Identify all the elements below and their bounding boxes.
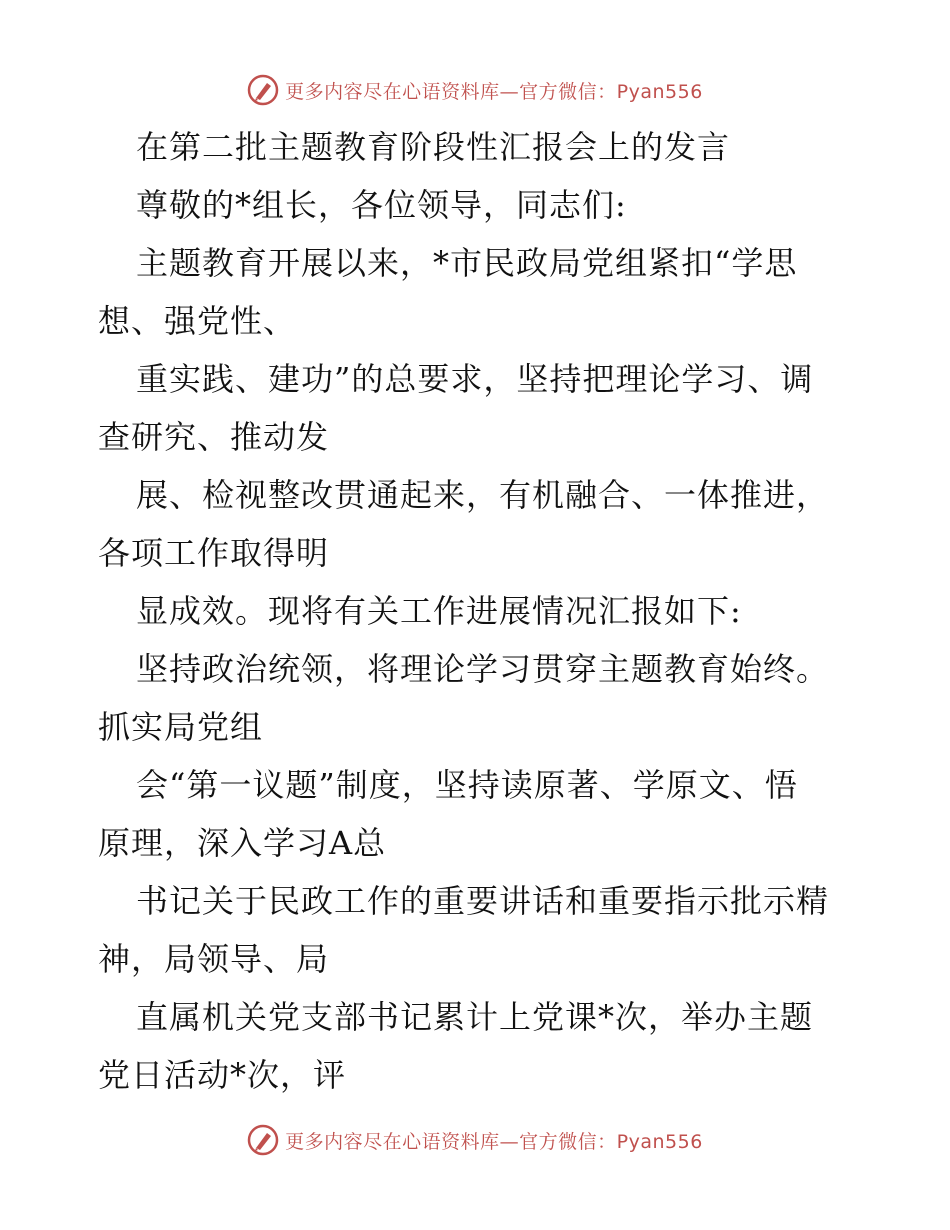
watermark-wechat-id: Pyan556 (616, 1130, 703, 1153)
text-line: 主题教育开展以来，*市民政局党组紧扣“学思 (136, 244, 798, 282)
text-line: 重实践、建功”的总要求，坚持把理论学习、调 (136, 360, 814, 398)
text-line: 各项工作取得明 (98, 534, 330, 572)
text-line: 会“第一议题”制度，坚持读原著、学原文、悟 (136, 766, 798, 804)
text-line: 显成效。现将有关工作进展情况汇报如下: (136, 592, 742, 630)
text-line: 神，局领导、局 (98, 940, 330, 978)
watermark-text: 更多内容尽在心语资料库—官方微信：Pyan556 (285, 80, 703, 103)
pen-logo-icon (247, 74, 279, 106)
text-line: 在第二批主题教育阶段性汇报会上的发言 (136, 128, 731, 166)
footer-watermark (0, 1120, 950, 1160)
text-line: 原理，深入学习A总 (98, 824, 387, 862)
watermark-text: 更多内容尽在心语资料库—官方微信：Pyan556 (285, 1130, 703, 1153)
text-line: 坚持政治统领，将理论学习贯穿主题教育始终。 (136, 650, 830, 688)
header-watermark (0, 70, 950, 110)
pen-logo-icon (247, 1124, 279, 1156)
text-line: 抓实局党组 (98, 708, 264, 746)
text-line: 党日活动*次，评 (98, 1056, 347, 1094)
text-line: 查研究、推动发 (98, 418, 330, 456)
text-line: 尊敬的*组长，各位领导，同志们: (136, 186, 627, 224)
text-line: 想、强党性、 (98, 302, 297, 340)
text-line: 直属机关党支部书记累计上党课*次，举办主题 (136, 998, 814, 1036)
text-line: 展、检视整改贯通起来，有机融合、一体推进， (136, 476, 830, 514)
text-line: 书记关于民政工作的重要讲话和重要指示批示精 (136, 882, 830, 920)
watermark-wechat-id: Pyan556 (616, 80, 703, 103)
document-body (98, 118, 858, 1104)
